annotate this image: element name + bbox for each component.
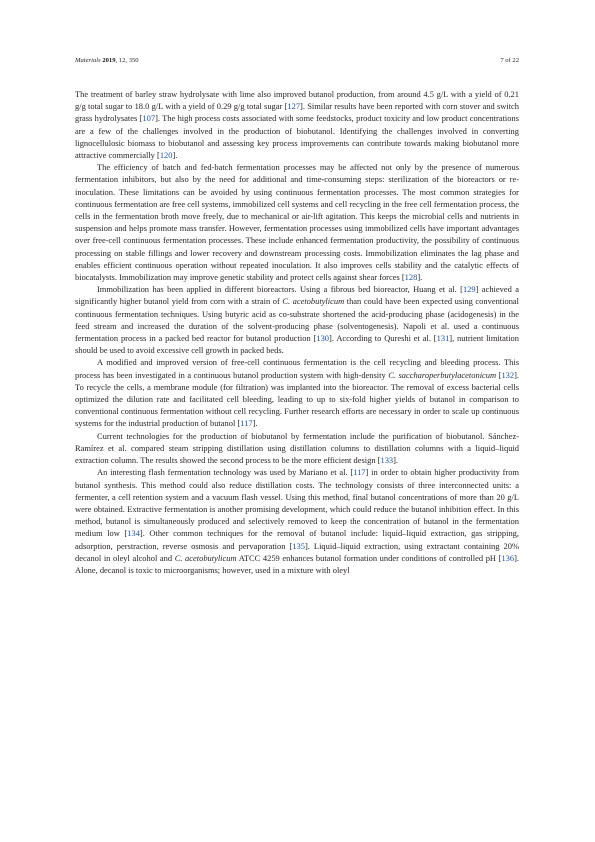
citation-link[interactable]: 130 — [316, 333, 329, 344]
species-name: C. saccharoperbutylacetonicum — [388, 369, 497, 380]
citation-link[interactable]: 117 — [240, 418, 253, 429]
text-run: ], nutrient limitation should be used to avoid excessive cell growth in packed beds. — [75, 333, 519, 356]
text-run: ]. To recycle the cells, a membrane module (for filtration) was implanted into the bioreactor. The removal of excess bacterial cells optimized the dilution rate and facilitated cell bleeding, leading to up to six-fold higher yields of butanol in comparison to conventional continuous fermentation without cell recycling. Further research efforts are necessary in order to scale up continuous systems for the industrial production of butanol [ — [75, 369, 520, 429]
text-run: ]. The high process costs associated with some feedstocks, product toxicity and low product concentrations are a few of the challenges involved in the production of biobutanol. Identifying the challenges involved in converting lignocellulosic biomass to biobutanol and assessing key process improvements can contribute towards making biobutanol more attractive commercially [ — [75, 113, 519, 161]
text-run: An interesting flash fermentation technology was used by Mariano et al. [ — [97, 467, 354, 478]
body-paragraph — [75, 430, 519, 467]
text-run: ]. — [393, 455, 399, 466]
species-name: C. acetobutylicum — [174, 552, 237, 563]
page-header — [75, 57, 519, 67]
page-number: 7 of 22 — [500, 57, 519, 64]
text-run: ]. Alone, decanol is toxic to microorganisms; however, used in a mixture with oleyl — [75, 552, 520, 575]
body-paragraph — [75, 88, 519, 161]
text-run: ]. According to Qureshi et al. [ — [329, 333, 437, 344]
journal-name: Materials — [75, 57, 101, 64]
citation-link[interactable]: 128 — [404, 272, 418, 283]
text-run: ]. Similar results have been reported with corn stover and switch grass hydrolysates [ — [75, 101, 519, 124]
citation-link[interactable]: 117 — [353, 467, 366, 478]
citation-link[interactable]: 132 — [501, 369, 515, 380]
text-run: The efficiency of batch and fed-batch fermentation processes may be affected not only by the presence of numerous fermentation inhibitors, but also by the need for additional and time-consuming steps: sterilization of the bioreactors or re-inoculation. These limitations can be avoided by using continuous fermentation processes. The most common strategies for continuous fermentation are free cell systems, immobilized cell systems and cell recycling in the free cell fermentation process, the cells in the fermentation broth move freely, due to mechanical or air-lift agitation. This keeps the microbial cells and nutrients in suspension and helps promote mass transfer. However, fermentation processes using immobilized cells have important advantages over free-cell continuous fermentation processes. These include enhanced fermentation productivity, the possibility of continuous processing on stable fillings and lower recovery and downstream processing costs. Immobilization eliminates the lag phase and enables efficient continuous operation without repeated inoculation. It also improves cells stability and the catalytic effects of biocatalysts. Immobilization may improve genetic stability and protect cells against shear forces [ — [75, 162, 519, 283]
text-run: The treatment of barley straw hydrolysate with lime also improved butanol production, from around 4.5 g/L with a yield of 0.21 g/g total sugar to 18.0 g/L with a yield of 0.29 g/g total sugar [ — [75, 89, 519, 112]
body-paragraph — [75, 356, 519, 429]
citation-link[interactable]: 129 — [462, 284, 476, 295]
citation-link[interactable]: 133 — [380, 455, 394, 466]
body-paragraph — [75, 161, 519, 283]
article-body — [75, 88, 519, 576]
citation-link[interactable]: 131 — [436, 333, 450, 344]
text-run: ]. — [252, 418, 258, 429]
text-run: ]. — [172, 150, 178, 161]
citation-link[interactable]: 135 — [292, 540, 305, 551]
species-name: C. acetobutylicum — [282, 296, 345, 307]
text-run: A modified and improved version of free-cell continuous fermentation is the cell recycling and bleeding process. This process has been investigated in a continuous butanol production system with high-density — [75, 357, 519, 380]
journal-year: 2019 — [102, 57, 116, 64]
citation-link[interactable]: 134 — [127, 528, 140, 539]
citation-link[interactable]: 136 — [501, 552, 515, 563]
text-run: ATCC 4259 enhances butanol formation under conditions of controlled pH [ — [236, 552, 502, 563]
citation-link[interactable]: 120 — [159, 150, 173, 161]
text-run: ]. Liquid–liquid extraction, using extractant containing 20% decanol in oleyl alcohol and — [75, 540, 519, 563]
text-run: ] achieved a significantly higher butanol yield from corn with a strain of — [75, 284, 519, 307]
text-run: ] in order to obtain higher productivity from butanol synthesis. This method could also reduce distillation costs. The technology consists of three interconnected units: a fermenter, a cell retention system and a vacuum flash vessel. Using this method, final butanol concentrations of more than 20 g/L were obtained. Extractive fermentation is another promising development, which could reduce the butanol inhibition effect. In this method, butanol is simultaneously produced and selectively removed to keep the concentration of butanol in the fermentation medium low [ — [75, 467, 519, 539]
text-run: Immobilization has been applied in different bioreactors. Using a fibrous bed bioreactor, Huang et al. [ — [97, 284, 463, 295]
citation-link[interactable]: 107 — [142, 113, 156, 124]
body-paragraph — [75, 466, 519, 576]
text-run: Current technologies for the production of biobutanol by fermentation include the purification of biobutanol. Sánchez-Ramírez et al. compared steam stripping distillation using distillation columns to distillation columns with a liquid–liquid extraction column. The results showed the second process to be the more efficient design [ — [75, 430, 519, 466]
text-run: than could have been expected using conventional continuous fermentation techniques. Using butyric acid as co-substrate shortened the acid-producing phase (acidogenesis) in the feed stream and increased the duration of the solvent-producing phase (solventogenesis). Napoli et al. used a continuous fermentation process in a packed bed reactor for butanol production [ — [75, 296, 520, 344]
body-paragraph — [75, 283, 519, 356]
journal-citation — [75, 57, 139, 64]
text-run: ]. — [417, 272, 423, 283]
journal-volume: , 12, 350 — [115, 57, 139, 64]
citation-link[interactable]: 127 — [287, 101, 301, 112]
text-run: ]. Other common techniques for the removal of butanol include: liquid–liquid extraction, gas stripping, adsorption, perstraction, reverse osmosis and pervaporation [ — [75, 528, 520, 551]
text-run: [ — [496, 369, 502, 380]
